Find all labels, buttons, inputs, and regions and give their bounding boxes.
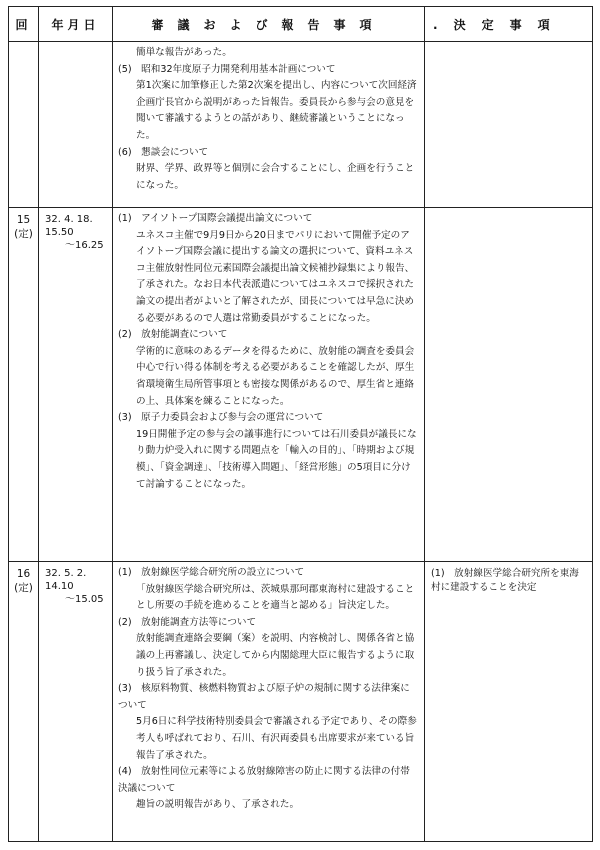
agenda-item-body: 19日開催予定の参与会の議事進行については石川委員が議長になり動力炉受入れに関する問題点を「輸入の目的」、「時期および規模」、「資金調達」、「技術導入問題」、「経営形態」の5項目に分けて討論することになった。 bbox=[136, 428, 417, 490]
session-cell bbox=[9, 208, 39, 562]
agenda-item bbox=[118, 145, 418, 195]
agenda-item-body: 5月6日に科学技術特別委員会で審議される予定であり、その際参考人も呼ばれており、石川、有沢両委員も出席要求が来ている旨報告了承された。 bbox=[136, 716, 417, 761]
agenda-item-body: 趣旨の説明報告があり、了承された。 bbox=[136, 799, 300, 811]
continuation-text: 簡単な報告があった。 bbox=[136, 47, 232, 58]
table-row bbox=[9, 562, 593, 842]
date-cell bbox=[39, 42, 113, 208]
session-type: (定) bbox=[14, 582, 33, 594]
table-row bbox=[9, 208, 593, 562]
header-session: 回 bbox=[9, 7, 39, 42]
table-header-row bbox=[9, 7, 593, 42]
session-number: 15 bbox=[16, 214, 31, 226]
agenda-item-body: 放射能調査連絡会要綱（案）を説明、内容検討し、関係各省と協議の上再審議し、決定してから内閣総理大臣に報告するように取り扱う旨了承された。 bbox=[136, 633, 415, 678]
header-decision: .決定事項 bbox=[425, 7, 593, 42]
minutes-table bbox=[8, 6, 593, 842]
decision-cell bbox=[425, 42, 593, 208]
agenda-item bbox=[118, 62, 418, 145]
agenda-item bbox=[118, 615, 418, 681]
header-content: 審議および報告事項 bbox=[113, 7, 425, 42]
agenda-item-heading: (4) 放射性同位元素等による放射線障害の防止に関する法律の付帯決議について bbox=[118, 766, 410, 794]
session-cell bbox=[9, 562, 39, 842]
decision-text: (1) 放射線医学総合研究所を東海村に建設することを決定 bbox=[431, 568, 579, 593]
agenda-item bbox=[118, 211, 418, 327]
session-type: (定) bbox=[14, 228, 33, 240]
decision-cell bbox=[425, 562, 593, 842]
content-cell bbox=[113, 208, 425, 562]
table-row bbox=[9, 42, 593, 208]
agenda-item-body: 学術的に意味のあるデータを得るために、放射能の調査を委員会中心で行い得る体制を考える必要があることを確認したが、厚生省環境衛生局所管事項とも密接な関係があるので、厚生省と連絡の上、具体案を練ることになった。 bbox=[136, 345, 415, 407]
decision-cell bbox=[425, 208, 593, 562]
agenda-item bbox=[118, 764, 418, 814]
session-cell bbox=[9, 42, 39, 208]
agenda-item-heading: (5) 昭和32年度原子力開発利用基本計画について bbox=[118, 63, 336, 75]
agenda-item-heading: (2) 放射能調査方法等について bbox=[118, 616, 257, 628]
agenda-item-body: 財界、学界、政界等と個別に会合することにし、企画を行うことになった。 bbox=[136, 163, 415, 191]
agenda-item-heading: (1) 放射線医学総合研究所の設立について bbox=[118, 567, 305, 578]
agenda-item bbox=[118, 565, 418, 615]
date-cell: 32. 4. 18. 15.50 ～16.25 bbox=[39, 208, 113, 562]
document-page bbox=[8, 6, 592, 844]
agenda-item-body: 第1次案に加筆修正した第2次案を提出し、内容について次回経済企画庁長官から説明があった旨報告。委員長から参与会の意見を聞いて審議するようとの話があり、継続審議ということになった。 bbox=[136, 80, 417, 141]
agenda-item bbox=[118, 410, 418, 493]
date-cell: 32. 5. 2. 14.10 ～15.05 bbox=[39, 562, 113, 842]
agenda-item-heading: (2) 放射能調査について bbox=[118, 329, 228, 341]
agenda-item-heading: (3) 核原料物質、核燃料物質および原子炉の規制に関する法律案について bbox=[118, 683, 410, 711]
content-cell bbox=[113, 42, 425, 208]
agenda-item-body: 「放射線医学総合研究所は、茨城県那珂郡東海村に建設することとし所要の手続を進めることを適当と認める」旨決定した。 bbox=[136, 583, 415, 612]
header-decision-label: 決定事項 bbox=[453, 17, 566, 32]
header-date: 年月日 bbox=[39, 7, 113, 42]
agenda-item-body: ユネスコ主催で9月9日から20日までパリにおいて開催予定のアイソトープ国際会議に提出する論文の選択について、資料ユネスコ主催放射性同位元素国際会議提出論文候補抄録集により報告、了承された。なお日本代表派遣についてはユネスコで採択された論文の提出者がよいと了解されたが、団長については早急に決める必要があるので人選は常勤委員がすることになった。 bbox=[136, 229, 415, 324]
agenda-item-heading: (6) 懇談会について bbox=[118, 146, 209, 158]
agenda-item-heading: (3) 原子力委員会および参与会の運営について bbox=[118, 412, 324, 424]
content-cell bbox=[113, 562, 425, 842]
agenda-item bbox=[118, 681, 418, 764]
agenda-item-heading: (1) アイソトープ国際会議提出論文について bbox=[118, 213, 313, 224]
session-number: 16 bbox=[16, 568, 31, 580]
agenda-item bbox=[118, 327, 418, 410]
